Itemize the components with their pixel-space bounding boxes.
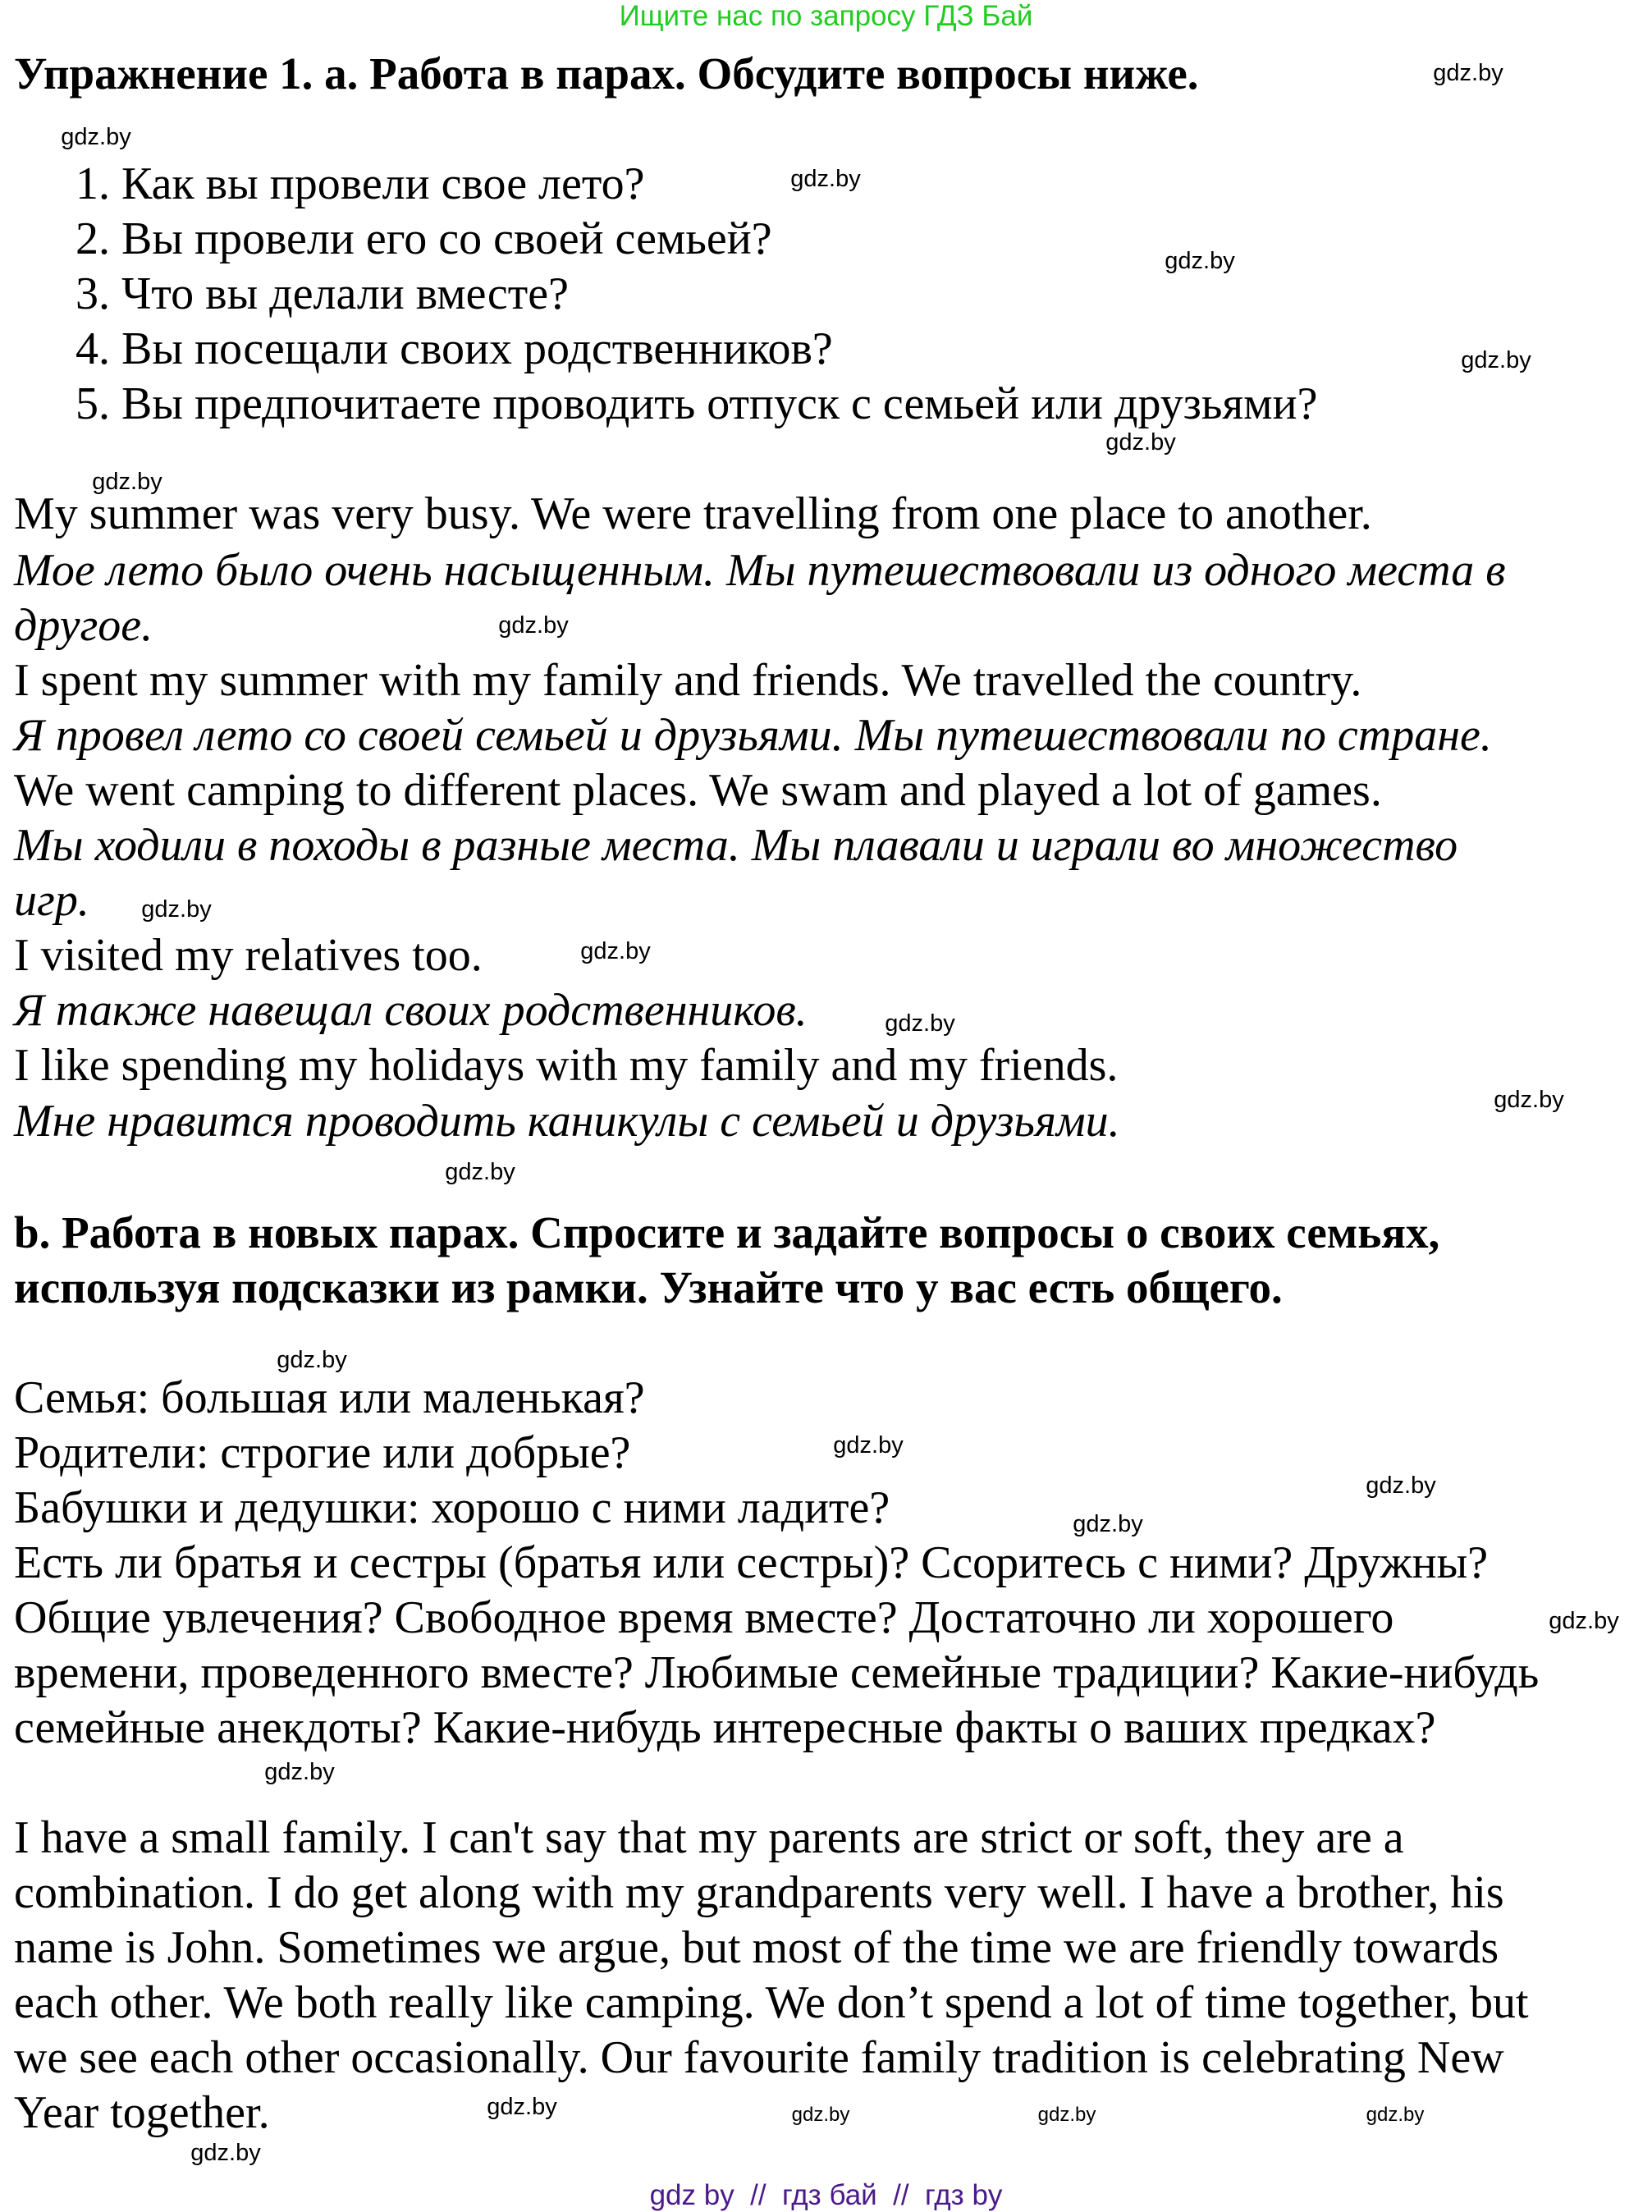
watermark: gdz.by	[264, 1759, 335, 1785]
prompt-line: Бабушки и дедушки: хорошо с ними ладите?	[14, 1482, 890, 1533]
watermark: gdz.by	[1549, 1608, 1619, 1634]
watermark: gdz.by	[1366, 2104, 1425, 2126]
task-b-heading: b. Работа в новых парах. Спросите и задайте вопросы о своих семьях,	[14, 1207, 1440, 1257]
answer-b-line: I have a small family. I can't say that my parents are strict or soft, they are a	[14, 1812, 1404, 1863]
watermark: gdz.by	[445, 1159, 515, 1185]
watermark: gdz.by	[885, 1010, 955, 1037]
answer-line: I visited my relatives too.	[14, 930, 483, 981]
question-4: 4. Вы посещали своих родственников?	[76, 323, 833, 374]
watermark: gdz.by	[833, 1432, 904, 1459]
footer-links[interactable]: gdz by // гдз бай // гдз by	[649, 2179, 1003, 2211]
answer-b-line: Year together.	[14, 2087, 270, 2138]
watermark: gdz.by	[1433, 60, 1503, 86]
watermark: gdz.by	[1461, 347, 1531, 373]
task-b-heading: используя подсказки из рамки. Узнайте что у вас есть общего.	[14, 1262, 1283, 1312]
watermark: gdz.by	[791, 2104, 850, 2126]
answer-b-line: each other. We both really like camping. We don’t spend a lot of time together, but	[14, 1977, 1529, 2028]
answer-b-line: combination. I do get along with my grandparents very well. I have a brother, his	[14, 1867, 1504, 1918]
question-5: 5. Вы предпочитаете проводить отпуск с семьей или друзьями?	[76, 378, 1318, 429]
watermark: gdz.by	[277, 1347, 347, 1373]
answer-line: I spent my summer with my family and friends. We travelled the country.	[14, 655, 1362, 706]
watermark: gdz.by	[190, 2140, 261, 2166]
watermark: gdz.by	[790, 166, 861, 192]
answer-b-line: name is John. Sometimes we argue, but most of the time we are friendly towards	[14, 1922, 1499, 1973]
answer-line: We went camping to different places. We swam and played a lot of games.	[14, 765, 1382, 816]
watermark: gdz.by	[1366, 1472, 1436, 1499]
exercise-title: Упражнение 1. a. Работа в парах. Обсудите вопросы ниже.	[14, 48, 1199, 98]
translation-line: игр.	[14, 875, 89, 926]
header-banner[interactable]: Ищите нас по запросу ГДЗ Бай	[619, 0, 1033, 32]
watermark: gdz.by	[61, 124, 131, 150]
prompt-line: Семья: большая или маленькая?	[14, 1372, 645, 1423]
watermark: gdz.by	[92, 469, 162, 495]
translation-line: другое.	[14, 600, 153, 651]
watermark: gdz.by	[580, 938, 651, 964]
prompt-line: Родители: строгие или добрые?	[14, 1427, 631, 1478]
question-3: 3. Что вы делали вместе?	[76, 268, 569, 319]
translation-line: Я также навещал своих родственников.	[14, 985, 808, 1036]
answer-line: My summer was very busy. We were travelling from one place to another.	[14, 488, 1372, 539]
watermark: gdz.by	[1165, 248, 1235, 274]
watermark: gdz.by	[1105, 429, 1176, 456]
prompt-line: времени, проведенного вместе? Любимые семейные традиции? Какие-нибудь	[14, 1647, 1540, 1698]
answer-b-line: we see each other occasionally. Our favourite family tradition is celebrating New	[14, 2032, 1504, 2083]
watermark: gdz.by	[1494, 1087, 1564, 1113]
prompt-line: Общие увлечения? Свободное время вместе? Достаточно ли хорошего	[14, 1592, 1394, 1643]
watermark: gdz.by	[498, 612, 569, 639]
watermark: gdz.by	[1073, 1511, 1143, 1537]
prompt-line: Есть ли братья и сестры (братья или сестры)? Ссоритесь с ними? Дружны?	[14, 1537, 1489, 1588]
answer-line: I like spending my holidays with my family and my friends.	[14, 1040, 1119, 1091]
watermark: gdz.by	[487, 2094, 557, 2120]
watermark: gdz.by	[1037, 2104, 1096, 2126]
question-2: 2. Вы провели его со своей семьей?	[76, 213, 772, 264]
watermark: gdz.by	[141, 896, 212, 923]
translation-line: Я провел лето со своей семьей и друзьями. Мы путешествовали по стране.	[14, 710, 1492, 761]
question-1: 1. Как вы провели свое лето?	[76, 158, 645, 209]
translation-line: Мы ходили в походы в разные места. Мы плавали и играли во множество	[14, 820, 1458, 871]
translation-line: Мое лето было очень насыщенным. Мы путешествовали из одного места в	[14, 545, 1506, 596]
prompt-line: семейные анекдоты? Какие-нибудь интересные факты о ваших предках?	[14, 1702, 1436, 1753]
translation-line: Мне нравится проводить каникулы с семьей и друзьями.	[14, 1096, 1120, 1147]
